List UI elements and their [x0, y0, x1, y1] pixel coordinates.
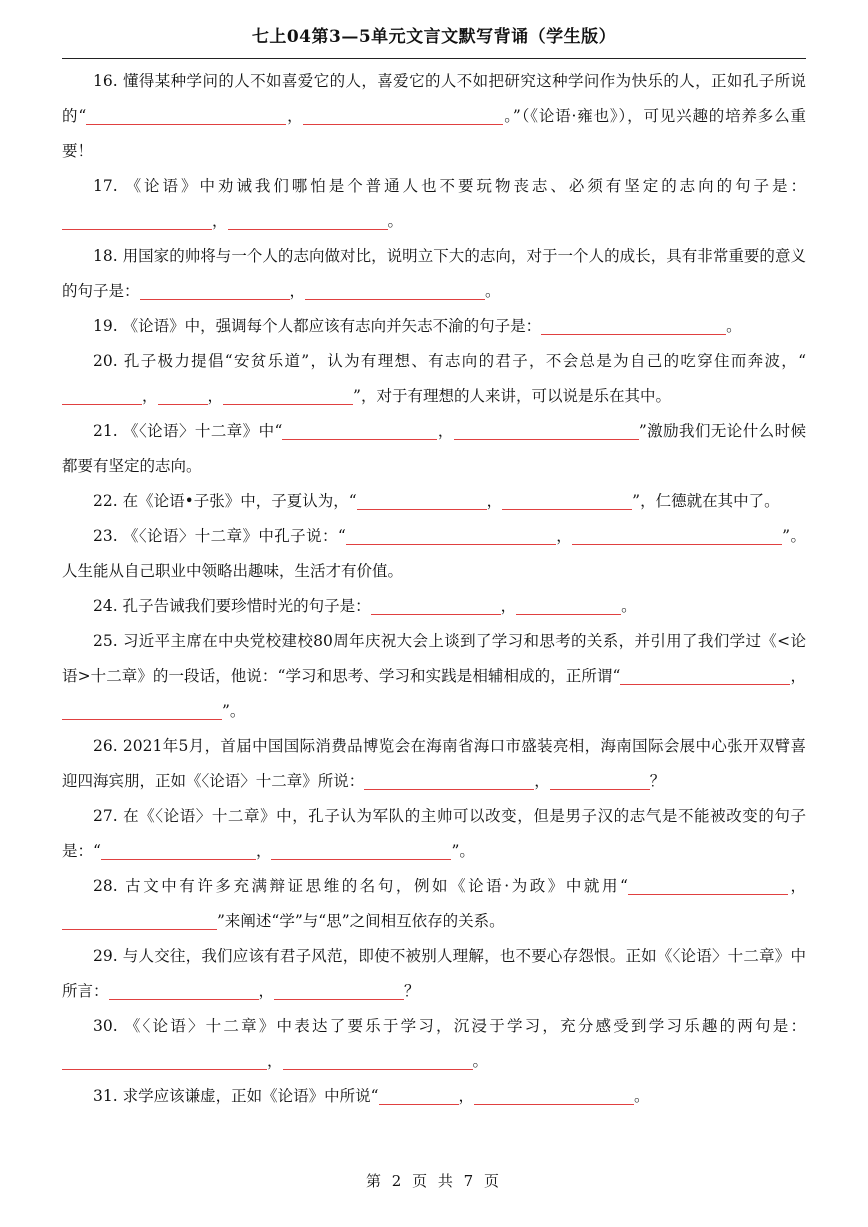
answer-blank[interactable]	[62, 388, 142, 405]
question-number: 25.	[93, 632, 123, 650]
answer-blank[interactable]	[62, 1053, 267, 1070]
answer-blank[interactable]	[550, 773, 650, 790]
question-item	[62, 239, 806, 309]
answer-blank[interactable]	[357, 493, 487, 510]
answer-blank[interactable]	[371, 598, 501, 615]
answer-blank[interactable]	[454, 423, 639, 440]
question-text: ，	[258, 982, 275, 1000]
question-text: ，	[255, 842, 272, 860]
answer-blank[interactable]	[541, 318, 726, 335]
answer-blank[interactable]	[516, 598, 621, 615]
question-number: 28.	[93, 877, 126, 895]
question-text: 。”（《论语·雍也》），可见兴趣的培养多么重要！	[62, 107, 806, 160]
question-text: 2021年5月，首届中国国际消费品博览会在海南省海口市盛装亮相，海南国际会展中心张开双臂喜迎四海宾朋，正如《〈论语〉十二章》所说：	[62, 737, 807, 790]
answer-blank[interactable]	[62, 913, 217, 930]
answer-blank[interactable]	[109, 983, 259, 1000]
answer-blank[interactable]	[628, 878, 788, 895]
answer-blank[interactable]	[62, 703, 222, 720]
question-item	[62, 624, 806, 729]
question-text: ，	[437, 422, 454, 440]
question-text: 。	[472, 1052, 489, 1070]
question-number: 19.	[93, 317, 123, 335]
answer-blank[interactable]	[62, 213, 212, 230]
question-text: ，	[500, 597, 517, 615]
question-text: ，	[787, 877, 806, 895]
question-text: ，	[286, 107, 304, 125]
question-text: 古文中有许多充满辩证思维的名句，例如《论语·为政》中就用“	[125, 877, 628, 895]
question-item	[62, 169, 806, 239]
question-text: 。	[621, 597, 637, 615]
question-text: ？	[649, 772, 666, 790]
answer-blank[interactable]	[271, 843, 451, 860]
question-number: 31.	[93, 1087, 123, 1105]
question-text: 懂得某种学问的人不如喜爱它的人，喜爱它的人不如把研究这种学问作为快乐的人，正如孔子所说的“	[62, 72, 807, 125]
question-text: 习近平主席在中央党校建校80周年庆祝大会上谈到了学习和思考的关系，并引用了我们学过《<论语>十二章》的一段话，他说：“学习和思考、学习和实践是相辅相成的，正所谓“	[62, 632, 807, 685]
question-text: 在《论语•子张》中，子夏认为，“	[122, 492, 357, 510]
question-text: 《〈论语〉十二章》中“	[123, 422, 283, 440]
question-text: 与人交往，我们应该有君子风范，即使不被别人理解，也不要心存怨恨。正如《〈论语〉十二章》中所言：	[62, 947, 806, 1000]
question-text: 。	[485, 282, 501, 300]
answer-blank[interactable]	[228, 213, 388, 230]
question-number: 30.	[93, 1017, 125, 1035]
answer-blank[interactable]	[364, 773, 534, 790]
question-text: ，	[486, 492, 503, 510]
answer-blank[interactable]	[303, 108, 503, 125]
question-number: 17.	[93, 177, 126, 195]
question-number: 16.	[93, 72, 123, 90]
answer-blank[interactable]	[283, 1053, 473, 1070]
question-text: ，	[142, 387, 158, 405]
question-text: 求学应该谦虚，正如《论语》中所说“	[122, 1087, 379, 1105]
question-text: 《〈论语〉十二章》中孔子说：“	[122, 527, 346, 545]
question-item	[62, 484, 806, 519]
question-text: ，	[289, 282, 306, 300]
question-item	[62, 869, 806, 939]
question-text: 用国家的帅将与一个人的志向做对比，说明立下大的志向，对于一个人的成长，具有非常重要的意义的句子是：	[62, 247, 806, 300]
question-item	[62, 414, 806, 484]
question-number: 27.	[93, 807, 124, 825]
answer-blank[interactable]	[282, 423, 437, 440]
question-text: 。	[387, 212, 404, 230]
question-number: 21.	[93, 422, 124, 440]
question-text: 《论语》中劝诫我们哪怕是个普通人也不要玩物丧志、必须有坚定的志向的句子是：	[125, 177, 807, 195]
question-text: ”来阐述“学”与“思”之间相互依存的关系。	[217, 912, 505, 930]
question-number: 20.	[93, 352, 124, 370]
answer-blank[interactable]	[86, 108, 286, 125]
question-text: ”。	[222, 702, 246, 720]
answer-blank[interactable]	[140, 283, 290, 300]
question-text: ，	[790, 667, 806, 685]
question-text: ，	[534, 772, 550, 790]
answer-blank[interactable]	[346, 528, 556, 545]
question-text: ，	[212, 212, 228, 230]
question-item	[62, 64, 806, 169]
question-text: ”，仁德就在其中了。	[632, 492, 780, 510]
question-item	[62, 589, 806, 624]
question-text: ”。人生能从自己职业中领略出趣味，生活才有价值。	[62, 527, 806, 580]
answer-blank[interactable]	[502, 493, 632, 510]
question-item	[62, 519, 806, 589]
answer-blank[interactable]	[379, 1088, 459, 1105]
question-text: ？	[404, 982, 420, 1000]
question-number: 22.	[93, 492, 123, 510]
question-number: 24.	[93, 597, 123, 615]
question-text: 《〈论语〉十二章》中表达了要乐于学习，沉浸于学习，充分感受到学习乐趣的两句是：	[124, 1017, 806, 1035]
question-text: 。	[726, 317, 742, 335]
question-item	[62, 1079, 806, 1114]
question-number: 26.	[93, 737, 123, 755]
question-text: 孔子告诫我们要珍惜时光的句子是：	[122, 597, 371, 615]
question-item	[62, 729, 806, 799]
question-item	[62, 344, 806, 414]
question-number: 23.	[93, 527, 123, 545]
question-item	[62, 799, 806, 869]
answer-blank[interactable]	[274, 983, 404, 1000]
answer-blank[interactable]	[223, 388, 353, 405]
answer-blank[interactable]	[572, 528, 782, 545]
answer-blank[interactable]	[158, 388, 208, 405]
question-number: 18.	[93, 247, 123, 265]
question-text: ，	[458, 1087, 475, 1105]
question-list	[62, 64, 806, 1114]
question-text: ，	[207, 387, 224, 405]
question-text: ”。	[451, 842, 475, 860]
question-text: ”，对于有理想的人来讲，可以说是乐在其中。	[353, 387, 671, 405]
question-text: ”激励我们无论什么时候都要有坚定的志向。	[62, 422, 806, 475]
question-text: 孔子极力提倡“安贫乐道”，认为有理想、有志向的君子，不会总是为自己的吃穿住而奔波，“	[123, 352, 806, 370]
page-title: 七上04第3—5单元文言文默写背诵（学生版）	[251, 27, 617, 47]
question-text: 在《〈论语〉十二章》中，孔子认为军队的主帅可以改变，但是男子汉的志气是不能被改变的句子是：“	[62, 807, 806, 860]
question-text: ，	[267, 1052, 283, 1070]
question-item	[62, 309, 806, 344]
header-divider	[62, 58, 806, 59]
answer-blank[interactable]	[620, 668, 790, 685]
question-number: 29.	[93, 947, 123, 965]
question-text: ，	[555, 527, 573, 545]
question-item	[62, 939, 806, 1009]
question-text: 。	[634, 1087, 650, 1105]
page-number: 第 2 页 共 7 页	[366, 1172, 502, 1190]
answer-blank[interactable]	[305, 283, 485, 300]
question-text: 《论语》中，强调每个人都应该有志向并矢志不渝的句子是：	[122, 317, 542, 335]
answer-blank[interactable]	[101, 843, 256, 860]
answer-blank[interactable]	[474, 1088, 634, 1105]
question-item	[62, 1009, 806, 1079]
